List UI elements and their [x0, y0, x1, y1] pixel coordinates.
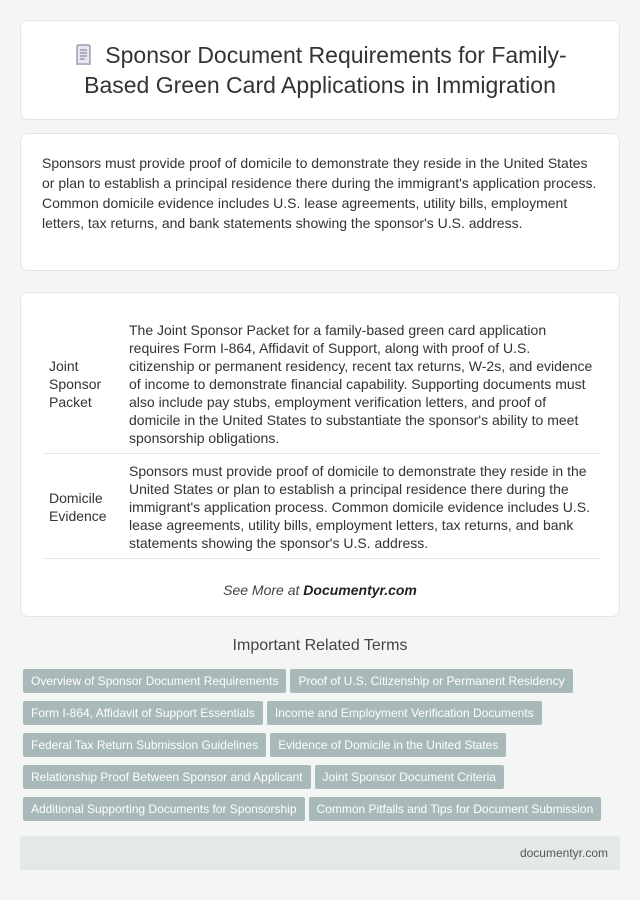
term-cell: Domicile Evidence	[43, 454, 129, 559]
related-tag[interactable]: Form I-864, Affidavit of Support Essentials	[23, 701, 263, 725]
title-card	[20, 20, 620, 120]
related-tag[interactable]: Overview of Sponsor Document Requirements	[23, 669, 286, 693]
related-tag[interactable]: Common Pitfalls and Tips for Document Submission	[309, 797, 602, 821]
description-cell: Sponsors must provide proof of domicile to demonstrate they reside in the United States or plan to establish a principal residence there during the immigrant's application process. Common domicile evidence includes U.S. lease agreements, utility bills, employment letters, tax returns, and bank statements showing the sponsor's U.S. address.	[129, 454, 599, 559]
definitions-table	[43, 313, 599, 559]
page-title	[50, 40, 590, 100]
related-terms-heading: Important Related Terms	[232, 637, 408, 654]
related-terms-tags	[23, 669, 623, 829]
see-more-line	[43, 582, 597, 598]
document-icon	[73, 44, 95, 66]
definitions-card	[20, 292, 620, 617]
related-tag[interactable]: Evidence of Domicile in the United States	[270, 733, 506, 757]
intro-card	[20, 133, 620, 271]
intro-paragraph: Sponsors must provide proof of domicile to demonstrate they reside in the United States or plan to establish a principal residence there during the immigrant's application process. Common domicile evidence includes U.S. lease agreements, utility bills, employment letters, tax returns, and bank statements showing the sponsor's U.S. address.	[42, 155, 597, 231]
footer-site-link[interactable]: documentyr.com	[519, 846, 608, 860]
description-cell: The Joint Sponsor Packet for a family-based green card application requires Form I-864, Affidavit of Support, along with proof of U.S. citizenship or permanent residency, recent tax returns, W-2s, and evidence of income to demonstrate financial capability. Supporting documents must also include pay stubs, employment verification letters, and proof of domicile in the United States to substantiate the sponsor's ability to meet sponsorship obligations.	[129, 313, 599, 454]
related-tag[interactable]: Joint Sponsor Document Criteria	[315, 765, 504, 789]
page-title-text: Sponsor Document Requirements for Family-Based Green Card Applications in Immigration	[84, 42, 567, 98]
related-tag[interactable]: Additional Supporting Documents for Sponsorship	[23, 797, 305, 821]
related-tag[interactable]: Federal Tax Return Submission Guidelines	[23, 733, 266, 757]
related-tag[interactable]: Proof of U.S. Citizenship or Permanent Residency	[290, 669, 572, 693]
see-more-prefix: See More at	[223, 582, 300, 598]
related-tag[interactable]: Relationship Proof Between Sponsor and Applicant	[23, 765, 311, 789]
term-cell: Joint Sponsor Packet	[43, 313, 129, 454]
see-more-link[interactable]: Documentyr.com	[303, 582, 417, 598]
related-tag[interactable]: Income and Employment Verification Documents	[267, 701, 542, 725]
table-row	[43, 313, 599, 454]
table-row	[43, 454, 599, 559]
footer-bar	[20, 836, 620, 870]
